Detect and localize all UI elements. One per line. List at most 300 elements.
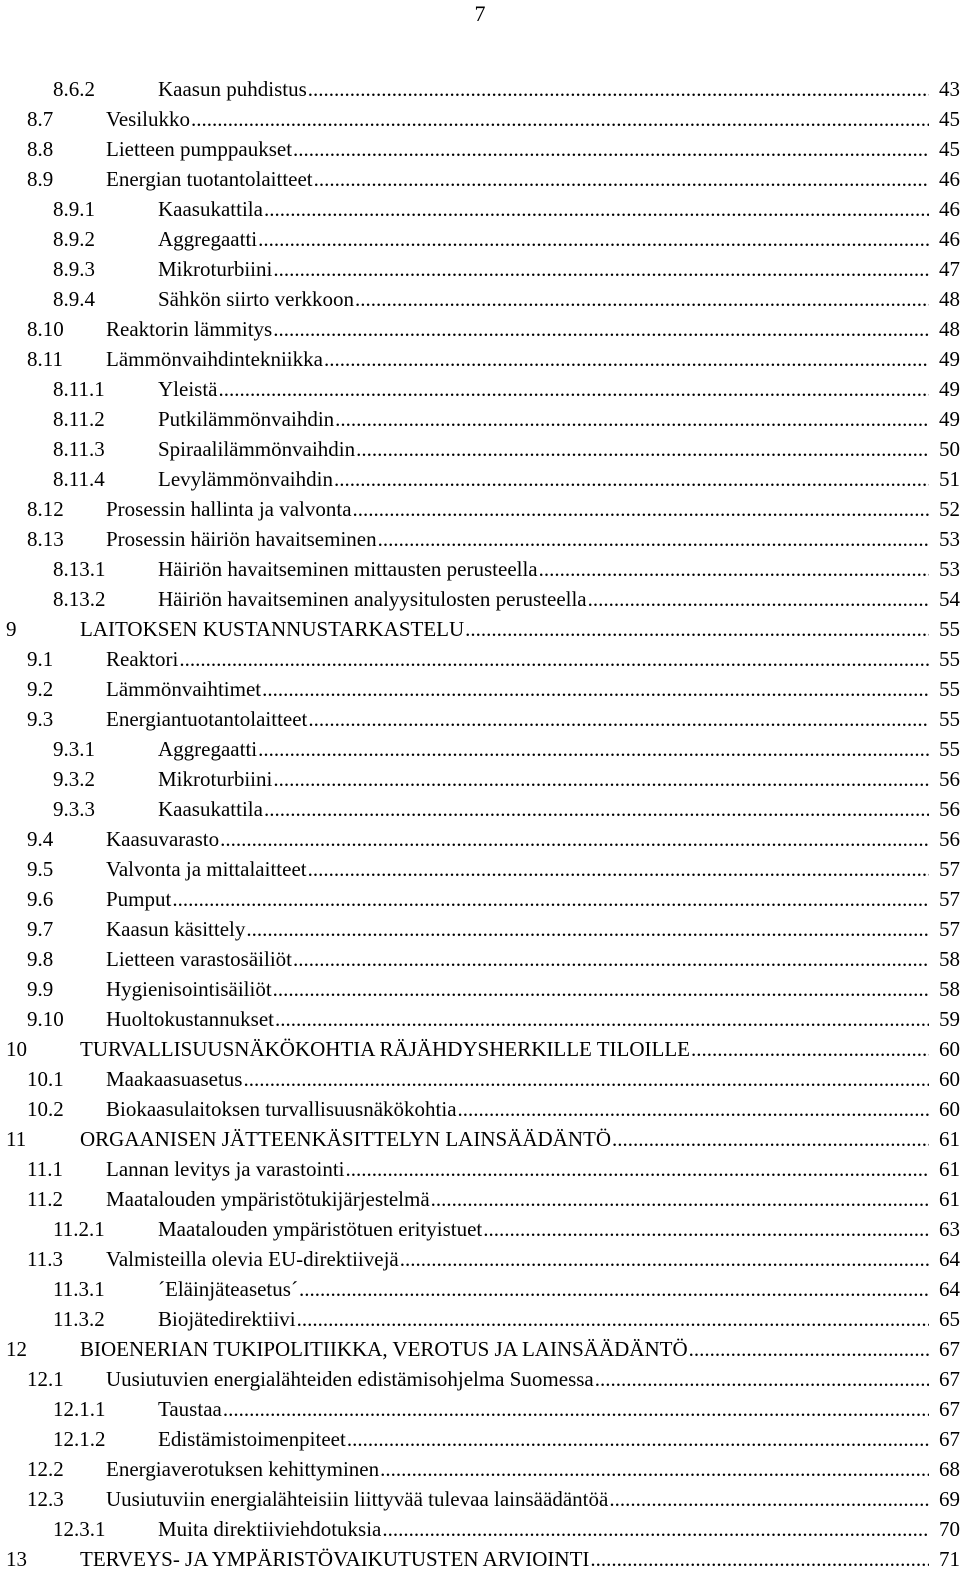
toc-entry-title: Hygienisointisäiliöt (106, 977, 272, 1001)
toc-entry-number: 9.6 (27, 887, 54, 911)
toc-entry-title: Mikroturbiini (158, 257, 273, 281)
toc-entry-title: Kaasukattila (158, 197, 263, 221)
toc-entry[interactable] (0, 1514, 960, 1544)
toc-entry-line (158, 1274, 960, 1304)
toc-entry[interactable] (0, 284, 960, 314)
toc-entry-page: 55 (939, 617, 960, 641)
toc-dot-leader (264, 194, 929, 224)
toc-dot-leader (246, 914, 929, 944)
toc-entry-title: Huoltokustannukset (106, 1007, 274, 1031)
toc-entry-page: 55 (939, 707, 960, 731)
toc-entry[interactable] (0, 764, 960, 794)
toc-entry-number: 9.3.1 (53, 737, 95, 761)
table-of-contents (0, 74, 960, 1574)
toc-entry-number: 9.8 (27, 947, 54, 971)
toc-dot-leader (273, 314, 929, 344)
toc-entry-number: 8.11.2 (53, 407, 105, 431)
toc-entry-line (106, 344, 960, 374)
toc-entry-line (106, 314, 960, 344)
toc-entry-page: 67 (939, 1427, 960, 1451)
toc-entry[interactable] (0, 434, 960, 464)
toc-entry-line (158, 554, 960, 584)
toc-dot-leader (609, 1484, 929, 1514)
toc-entry[interactable] (0, 1094, 960, 1124)
toc-entry-line (106, 1244, 960, 1274)
toc-entry-number: 8.11 (27, 347, 63, 371)
toc-entry-line (106, 494, 960, 524)
toc-dot-leader (297, 1304, 929, 1334)
toc-entry-line (158, 254, 960, 284)
toc-dot-leader (308, 854, 929, 884)
toc-entry-number: 12.3 (27, 1487, 64, 1511)
toc-entry-title: Lannan levitys ja varastointi (106, 1157, 345, 1181)
toc-entry-title: Uusiutuviin energialähteisiin liittyvää tulevaa lainsäädäntöä (106, 1487, 609, 1511)
toc-entry[interactable] (0, 1304, 960, 1334)
toc-dot-leader (273, 764, 929, 794)
toc-entry-page: 56 (939, 797, 960, 821)
toc-entry-line (106, 974, 960, 1004)
toc-dot-leader (458, 1094, 929, 1124)
toc-entry-page: 55 (939, 737, 960, 761)
page-number: 7 (474, 1, 486, 26)
toc-entry-title: Reaktorin lämmitys (106, 317, 273, 341)
toc-entry-title: Yleistä (158, 377, 218, 401)
toc-entry-title: Aggregaatti (158, 737, 258, 761)
toc-entry-line (106, 1184, 960, 1214)
toc-entry-line (106, 1484, 960, 1514)
toc-entry-title: Lietteen pumppaukset (106, 137, 293, 161)
toc-entry-line (158, 374, 960, 404)
toc-entry-title: Edistämistoimenpiteet (158, 1427, 346, 1451)
toc-entry-title: Maatalouden ympäristötukijärjestelmä (106, 1187, 430, 1211)
toc-entry[interactable] (0, 1244, 960, 1274)
toc-dot-leader (223, 1394, 929, 1424)
toc-entry-page: 46 (939, 227, 960, 251)
toc-entry[interactable] (0, 224, 960, 254)
toc-dot-leader (595, 1364, 929, 1394)
toc-entry-page: 46 (939, 197, 960, 221)
toc-dot-leader (355, 284, 929, 314)
toc-entry[interactable] (0, 1124, 960, 1154)
toc-entry-title: Uusiutuvien energialähteiden edistämisohjelma Suomessa (106, 1367, 594, 1391)
toc-entry-page: 55 (939, 677, 960, 701)
toc-entry-line (158, 74, 960, 104)
toc-dot-leader (293, 944, 929, 974)
toc-entry-title: Lietteen varastosäiliöt (106, 947, 293, 971)
toc-entry-number: 8.11.3 (53, 437, 105, 461)
toc-dot-leader (400, 1244, 929, 1274)
toc-entry-page: 47 (939, 257, 960, 281)
toc-entry-title: Muita direktiiviehdotuksia (158, 1517, 382, 1541)
toc-dot-leader (539, 554, 929, 584)
toc-entry-number: 8.7 (27, 107, 54, 131)
toc-entry[interactable] (0, 944, 960, 974)
toc-entry[interactable] (0, 1454, 960, 1484)
toc-entry-line (158, 794, 960, 824)
toc-entry[interactable] (0, 134, 960, 164)
toc-entry[interactable] (0, 1274, 960, 1304)
toc-entry-number: 9.1 (27, 647, 54, 671)
toc-entry-number: 9.2 (27, 677, 54, 701)
toc-entry-line (158, 764, 960, 794)
toc-dot-leader (324, 344, 929, 374)
toc-entry-page: 60 (939, 1067, 960, 1091)
toc-entry-title: Reaktori (106, 647, 179, 671)
toc-dot-leader (293, 134, 929, 164)
toc-entry-number: 11 (6, 1127, 27, 1151)
toc-entry-title: Kaasun käsittely (106, 917, 246, 941)
toc-entry-line (158, 1424, 960, 1454)
toc-entry-page: 65 (939, 1307, 960, 1331)
toc-entry-title: Taustaa (158, 1397, 222, 1421)
toc-entry[interactable] (0, 1034, 960, 1064)
toc-entry-number: 8.12 (27, 497, 64, 521)
toc-entry-number: 9 (6, 617, 17, 641)
toc-entry-line (80, 1334, 960, 1364)
toc-dot-leader (262, 674, 929, 704)
toc-entry-number: 11.3.2 (53, 1307, 105, 1331)
toc-entry-title: Biojätedirektiivi (158, 1307, 296, 1331)
toc-entry-line (106, 1454, 960, 1484)
toc-entry-number: 9.4 (27, 827, 54, 851)
toc-entry-page: 60 (939, 1037, 960, 1061)
toc-dot-leader (299, 1274, 929, 1304)
toc-entry-number: 11.2 (27, 1187, 63, 1211)
toc-entry-page: 67 (939, 1367, 960, 1391)
toc-entry-page: 67 (939, 1397, 960, 1421)
toc-entry-page: 51 (939, 467, 960, 491)
toc-entry[interactable] (0, 1544, 960, 1574)
toc-entry-title: ´Eläinjäteasetus´ (158, 1277, 298, 1301)
toc-entry-title: TURVALLISUUSNÄKÖKOHTIA RÄJÄHDYSHERKILLE TILOILLE (80, 1037, 691, 1061)
toc-entry[interactable] (0, 374, 960, 404)
toc-entry-line (158, 404, 960, 434)
toc-entry-number: 8.8 (27, 137, 54, 161)
toc-entry-number: 9.3.3 (53, 797, 95, 821)
toc-entry-title: Kaasuvarasto (106, 827, 220, 851)
toc-entry-title: Häiriön havaitseminen mittausten perusteella (158, 557, 538, 581)
toc-entry-line (80, 1544, 960, 1574)
toc-entry-title: Pumput (106, 887, 172, 911)
toc-dot-leader (590, 1544, 929, 1574)
toc-entry[interactable] (0, 74, 960, 104)
toc-entry[interactable] (0, 794, 960, 824)
toc-entry-title: Valvonta ja mittalaitteet (106, 857, 307, 881)
toc-entry-line (158, 584, 960, 614)
toc-entry-number: 8.9.1 (53, 197, 95, 221)
toc-entry-number: 9.9 (27, 977, 54, 1001)
toc-entry-number: 8.11.1 (53, 377, 105, 401)
toc-entry-page: 53 (939, 527, 960, 551)
toc-entry-line (158, 1214, 960, 1244)
toc-entry[interactable] (0, 1424, 960, 1454)
toc-entry-title: Kaasun puhdistus (158, 77, 307, 101)
toc-entry-page: 57 (939, 857, 960, 881)
toc-entry-page: 49 (939, 407, 960, 431)
toc-entry-title: LAITOKSEN KUSTANNUSTARKASTELU (80, 617, 465, 641)
toc-entry[interactable] (0, 974, 960, 1004)
toc-dot-leader (314, 164, 929, 194)
toc-entry-title: Putkilämmönvaihdin (158, 407, 335, 431)
toc-entry[interactable] (0, 1214, 960, 1244)
toc-entry-title: Prosessin hallinta ja valvonta (106, 497, 352, 521)
toc-entry-title: Lämmönvaihdintekniikka (106, 347, 323, 371)
toc-entry-number: 9.3 (27, 707, 54, 731)
toc-entry-number: 12.3.1 (53, 1517, 106, 1541)
toc-entry-number: 9.5 (27, 857, 54, 881)
toc-dot-leader (346, 1154, 929, 1184)
toc-entry-title: Biokaasulaitoksen turvallisuusnäkökohtia (106, 1097, 457, 1121)
toc-dot-leader (431, 1184, 929, 1214)
toc-entry-line (158, 1514, 960, 1544)
toc-entry-page: 52 (939, 497, 960, 521)
toc-entry-line (106, 524, 960, 554)
toc-entry-page: 53 (939, 557, 960, 581)
toc-entry-line (106, 824, 960, 854)
toc-dot-leader (378, 524, 929, 554)
toc-entry-number: 8.9.4 (53, 287, 95, 311)
toc-entry[interactable] (0, 464, 960, 494)
toc-entry-page: 49 (939, 377, 960, 401)
toc-entry-line (80, 614, 960, 644)
toc-entry-page: 45 (939, 137, 960, 161)
toc-entry-title: Prosessin häiriön havaitseminen (106, 527, 377, 551)
toc-entry[interactable] (0, 554, 960, 584)
toc-entry-number: 8.9.2 (53, 227, 95, 251)
toc-entry-title: Häiriön havaitseminen analyysitulosten perusteella (158, 587, 587, 611)
toc-dot-leader (243, 1064, 929, 1094)
toc-dot-leader (308, 704, 929, 734)
toc-entry-page: 50 (939, 437, 960, 461)
toc-entry-line (106, 1004, 960, 1034)
toc-entry-page: 56 (939, 827, 960, 851)
toc-entry-page: 69 (939, 1487, 960, 1511)
toc-entry-line (158, 284, 960, 314)
toc-dot-leader (334, 464, 929, 494)
toc-entry-number: 12.2 (27, 1457, 64, 1481)
toc-entry-number: 12.1 (27, 1367, 64, 1391)
toc-entry-line (106, 104, 960, 134)
toc-entry-page: 63 (939, 1217, 960, 1241)
toc-entry-line (106, 644, 960, 674)
toc-entry-title: Maakaasuasetus (106, 1067, 243, 1091)
toc-entry-title: ORGAANISEN JÄTTEENKÄSITTELYN LAINSÄÄDÄNTÖ (80, 1127, 612, 1151)
toc-entry-title: BIOENERIAN TUKIPOLITIIKKA, VEROTUS JA LAINSÄÄDÄNTÖ (80, 1337, 688, 1361)
toc-entry-title: Energian tuotantolaitteet (106, 167, 313, 191)
toc-entry-line (158, 434, 960, 464)
toc-dot-leader (691, 1034, 929, 1064)
toc-entry-number: 12 (6, 1337, 27, 1361)
toc-dot-leader (347, 1424, 929, 1454)
toc-entry-page: 56 (939, 767, 960, 791)
toc-dot-leader (483, 1214, 929, 1244)
toc-entry-page: 59 (939, 1007, 960, 1031)
toc-entry-line (80, 1124, 960, 1154)
toc-dot-leader (465, 614, 929, 644)
toc-entry-number: 9.10 (27, 1007, 64, 1031)
toc-entry-number: 8.9.3 (53, 257, 95, 281)
toc-dot-leader (258, 224, 929, 254)
toc-dot-leader (380, 1454, 929, 1484)
toc-dot-leader (356, 434, 929, 464)
toc-entry-page: 61 (939, 1157, 960, 1181)
toc-entry-page: 64 (939, 1247, 960, 1271)
toc-dot-leader (172, 884, 929, 914)
toc-entry[interactable] (0, 254, 960, 284)
toc-entry[interactable] (0, 1004, 960, 1034)
toc-dot-leader (273, 974, 929, 1004)
toc-dot-leader (353, 494, 929, 524)
toc-entry-title: Spiraalilämmönvaihdin (158, 437, 356, 461)
toc-entry-line (106, 704, 960, 734)
toc-entry-number: 8.10 (27, 317, 64, 341)
toc-entry-line (158, 464, 960, 494)
toc-entry-title: Energiaverotuksen kehittyminen (106, 1457, 380, 1481)
toc-entry-number: 8.13.1 (53, 557, 106, 581)
toc-entry-number: 9.3.2 (53, 767, 95, 791)
toc-entry-line (158, 1394, 960, 1424)
toc-entry-number: 12.1.1 (53, 1397, 106, 1421)
toc-entry-page: 49 (939, 347, 960, 371)
toc-entry[interactable] (0, 1184, 960, 1214)
toc-entry-page: 58 (939, 947, 960, 971)
toc-entry[interactable] (0, 344, 960, 374)
toc-entry-line (158, 224, 960, 254)
toc-entry-page: 67 (939, 1337, 960, 1361)
toc-entry[interactable] (0, 524, 960, 554)
toc-entry-number: 10.1 (27, 1067, 64, 1091)
toc-entry-number: 11.2.1 (53, 1217, 105, 1241)
toc-entry[interactable] (0, 914, 960, 944)
toc-entry-line (158, 194, 960, 224)
toc-entry[interactable] (0, 404, 960, 434)
toc-entry-page: 61 (939, 1127, 960, 1151)
toc-entry-title: TERVEYS- JA YMPÄRISTÖVAIKUTUSTEN ARVIOINTI (80, 1547, 590, 1571)
toc-entry[interactable] (0, 824, 960, 854)
toc-entry[interactable] (0, 854, 960, 884)
toc-entry-page: 64 (939, 1277, 960, 1301)
toc-entry[interactable] (0, 674, 960, 704)
toc-entry-number: 11.1 (27, 1157, 63, 1181)
toc-entry[interactable] (0, 1394, 960, 1424)
toc-entry-title: Levylämmönvaihdin (158, 467, 333, 491)
toc-entry[interactable] (0, 1364, 960, 1394)
toc-entry[interactable] (0, 104, 960, 134)
toc-entry-line (106, 134, 960, 164)
toc-entry-number: 11.3 (27, 1247, 63, 1271)
toc-entry[interactable] (0, 194, 960, 224)
toc-entry-line (106, 884, 960, 914)
toc-entry[interactable] (0, 884, 960, 914)
toc-entry[interactable] (0, 704, 960, 734)
toc-dot-leader (218, 374, 929, 404)
toc-entry-page: 43 (939, 77, 960, 101)
toc-entry-page: 46 (939, 167, 960, 191)
toc-entry-line (106, 944, 960, 974)
toc-entry[interactable] (0, 614, 960, 644)
toc-dot-leader (612, 1124, 929, 1154)
toc-entry-line (106, 854, 960, 884)
toc-dot-leader (191, 104, 929, 134)
toc-entry[interactable] (0, 1334, 960, 1364)
toc-entry[interactable] (0, 644, 960, 674)
toc-entry-line (106, 164, 960, 194)
toc-entry-line (106, 914, 960, 944)
toc-entry[interactable] (0, 1154, 960, 1184)
toc-entry-title: Mikroturbiini (158, 767, 273, 791)
toc-entry-page: 68 (939, 1457, 960, 1481)
toc-entry-page: 58 (939, 977, 960, 1001)
toc-dot-leader (689, 1334, 929, 1364)
toc-entry-page: 48 (939, 317, 960, 341)
toc-entry-number: 13 (6, 1547, 27, 1571)
toc-entry[interactable] (0, 1064, 960, 1094)
toc-entry-number: 11.3.1 (53, 1277, 105, 1301)
toc-dot-leader (308, 74, 929, 104)
toc-entry-page: 55 (939, 647, 960, 671)
toc-entry-title: Valmisteilla olevia EU-direktiivejä (106, 1247, 399, 1271)
toc-entry-page: 48 (939, 287, 960, 311)
toc-entry-page: 71 (939, 1547, 960, 1571)
toc-entry-page: 54 (939, 587, 960, 611)
toc-entry-page: 61 (939, 1187, 960, 1211)
toc-dot-leader (273, 254, 929, 284)
toc-entry-number: 10 (6, 1037, 27, 1061)
toc-entry[interactable] (0, 314, 960, 344)
toc-entry[interactable] (0, 1484, 960, 1514)
toc-entry-title: Aggregaatti (158, 227, 258, 251)
toc-entry-line (106, 1364, 960, 1394)
toc-entry-line (106, 1064, 960, 1094)
toc-entry-number: 8.11.4 (53, 467, 105, 491)
toc-entry-line (106, 1154, 960, 1184)
toc-entry-number: 10.2 (27, 1097, 64, 1121)
toc-entry-number: 8.13.2 (53, 587, 106, 611)
toc-entry-page: 45 (939, 107, 960, 131)
toc-entry-number: 9.7 (27, 917, 54, 941)
toc-dot-leader (588, 584, 929, 614)
toc-entry[interactable] (0, 734, 960, 764)
toc-entry-title: Kaasukattila (158, 797, 263, 821)
toc-entry-title: Sähkön siirto verkkoon (158, 287, 354, 311)
toc-dot-leader (335, 404, 929, 434)
toc-dot-leader (275, 1004, 929, 1034)
toc-entry-line (106, 1094, 960, 1124)
toc-entry-page: 60 (939, 1097, 960, 1121)
toc-entry-page: 57 (939, 887, 960, 911)
toc-dot-leader (382, 1514, 929, 1544)
toc-entry[interactable] (0, 584, 960, 614)
toc-entry-number: 8.13 (27, 527, 64, 551)
toc-entry-page: 70 (939, 1517, 960, 1541)
toc-entry[interactable] (0, 164, 960, 194)
toc-entry-line (158, 1304, 960, 1334)
toc-dot-leader (179, 644, 929, 674)
toc-entry-title: Maatalouden ympäristötuen erityistuet (158, 1217, 483, 1241)
toc-entry-line (80, 1034, 960, 1064)
toc-entry-line (158, 734, 960, 764)
toc-entry-number: 12.1.2 (53, 1427, 106, 1451)
toc-entry-title: Lämmönvaihtimet (106, 677, 262, 701)
toc-entry[interactable] (0, 494, 960, 524)
toc-entry-number: 8.9 (27, 167, 54, 191)
toc-dot-leader (258, 734, 929, 764)
toc-entry-number: 8.6.2 (53, 77, 95, 101)
toc-dot-leader (264, 794, 929, 824)
toc-entry-title: Energiantuotantolaitteet (106, 707, 308, 731)
toc-entry-page: 57 (939, 917, 960, 941)
toc-dot-leader (220, 824, 929, 854)
